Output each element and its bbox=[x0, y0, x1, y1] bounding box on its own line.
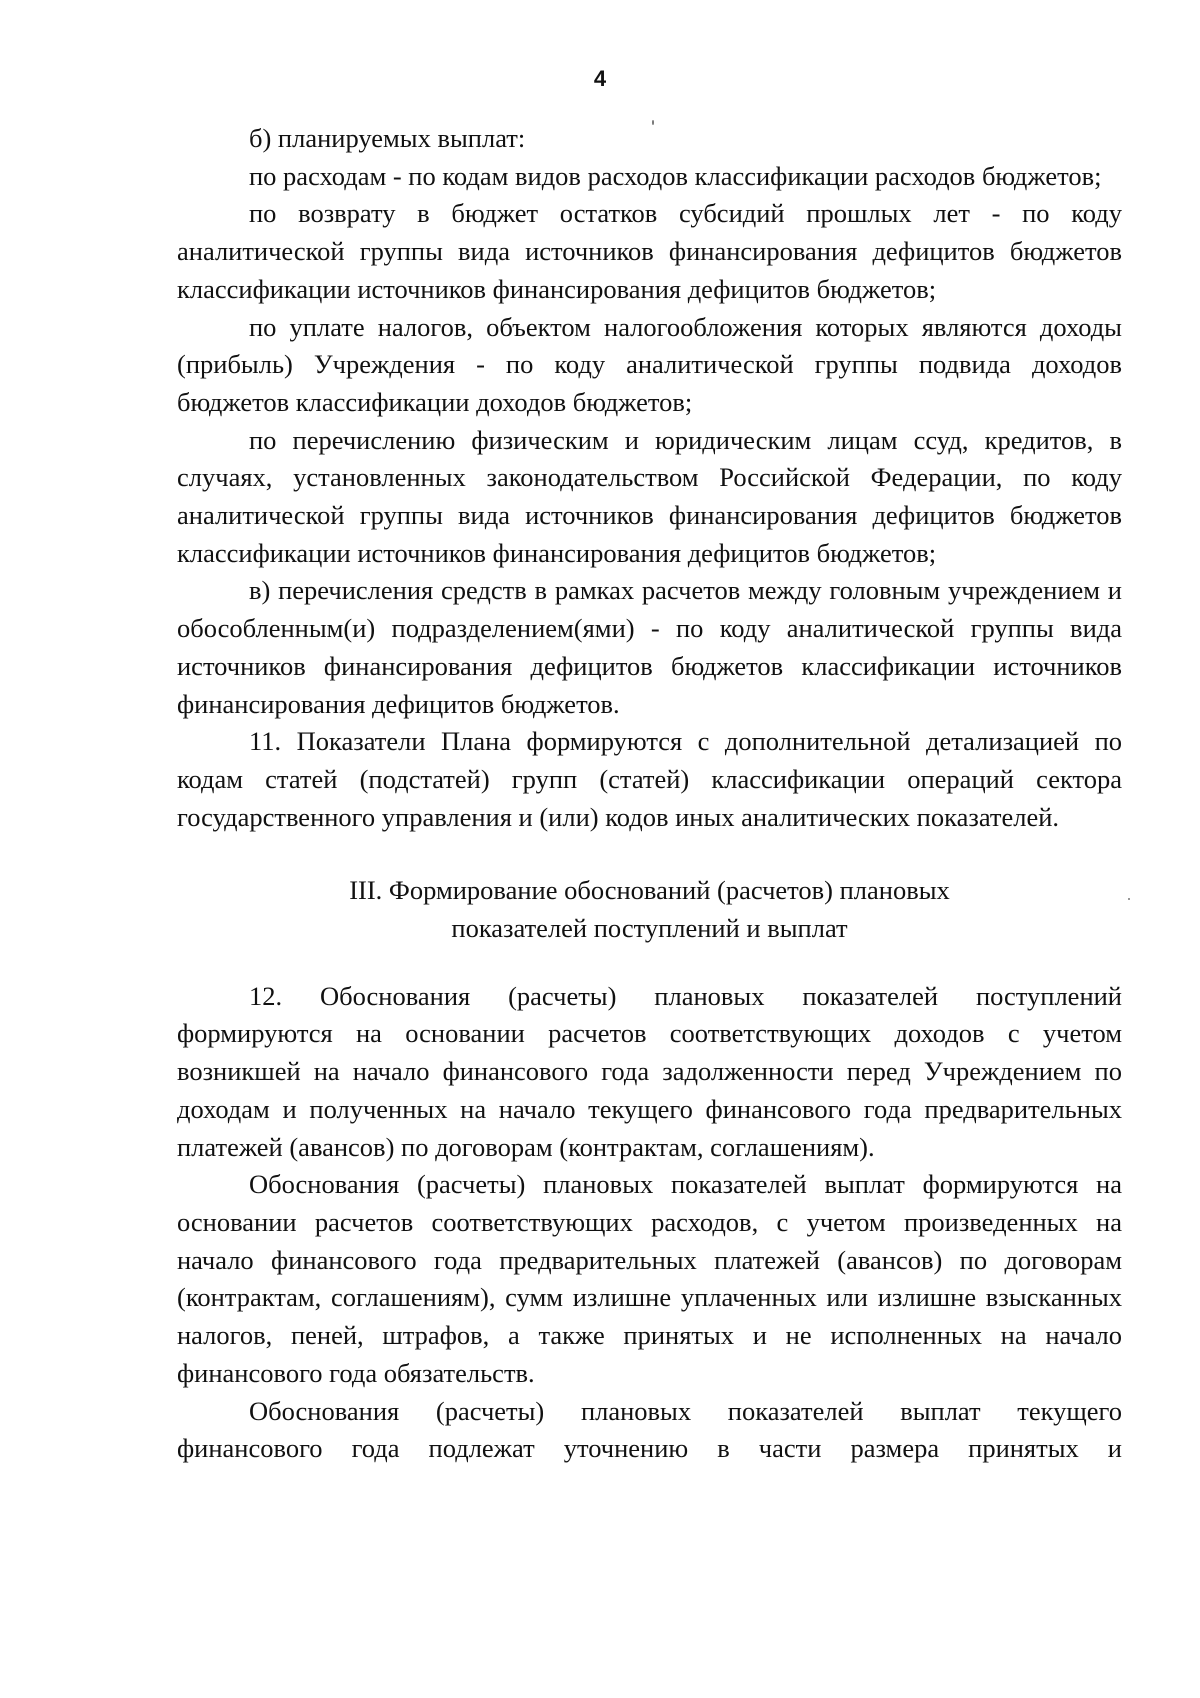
paragraph-loans: по перечислению физическим и юридическим лицам ссуд, кредитов, в случаях, установленных законодательством Российской Федерации, по коду аналитической группы вида источников финансирования дефицитов бюджетов классификации источников финансирования дефицитов бюджетов; bbox=[177, 424, 1122, 568]
section-heading-line-2: показателей поступлений и выплат bbox=[451, 913, 848, 944]
paragraph-expenses: по расходам - по кодам видов расходов классификации расходов бюджетов; bbox=[249, 160, 1102, 191]
scan-speck bbox=[1128, 898, 1130, 900]
paragraph-planned-payments: б) планируемых выплат: bbox=[249, 123, 526, 153]
paragraph-12: 12. Обоснования (расчеты) плановых показателей поступлений формируются на основании расчетов соответствующих доходов с учетом возникшей на начало финансового года задолженности перед Учреждением по доходам и полученных на начало текущего финансового года предварительных платежей (авансов) по договорам (контрактам, соглашениям). bbox=[177, 980, 1122, 1162]
page-number: 4 bbox=[593, 66, 607, 91]
paragraph-current-year-clarification: Обоснования (расчеты) плановых показателей выплат текущего финансового года подлежат уточнению в части размера принятых и bbox=[177, 1395, 1122, 1464]
paragraph-taxes: по уплате налогов, объектом налогообложения которых являются доходы (прибыль) Учреждения - по коду аналитической группы подвида доходов бюджетов классификации доходов бюджетов; bbox=[177, 311, 1122, 417]
section-heading bbox=[177, 872, 1122, 947]
paragraph-transfers: в) перечисления средств в рамках расчетов между головным учреждением и обособленным(и) подразделением(ями) - по коду аналитической группы вида источников финансирования дефицитов бюджетов классификации источников финансирования дефицитов бюджетов. bbox=[177, 575, 1122, 719]
paragraph-11: 11. Показатели Плана формируются с дополнительной детализацией по кодам статей (подстатей) групп (статей) классификации операций сектора государственного управления и (или) кодов иных аналитических показателей. bbox=[177, 726, 1122, 832]
paragraph-subsidy-return: по возврату в бюджет остатков субсидий прошлых лет - по коду аналитической группы вида источников финансирования дефицитов бюджетов классификации источников финансирования дефицитов бюджетов; bbox=[177, 198, 1122, 304]
document-body bbox=[177, 120, 1122, 1468]
section-heading-line-1: III. Формирование обоснований (расчетов) плановых bbox=[349, 875, 950, 906]
paragraph-payments-justification: Обоснования (расчеты) плановых показателей выплат формируются на основании расчетов соответствующих расходов, с учетом произведенных на начало финансового года предварительных платежей (авансов) по договорам (контрактам, соглашениям), сумм излишне уплаченных или излишне взысканных налогов, пеней, штрафов, а также принятых и не исполненных на начало финансового года обязательств. bbox=[177, 1169, 1122, 1388]
